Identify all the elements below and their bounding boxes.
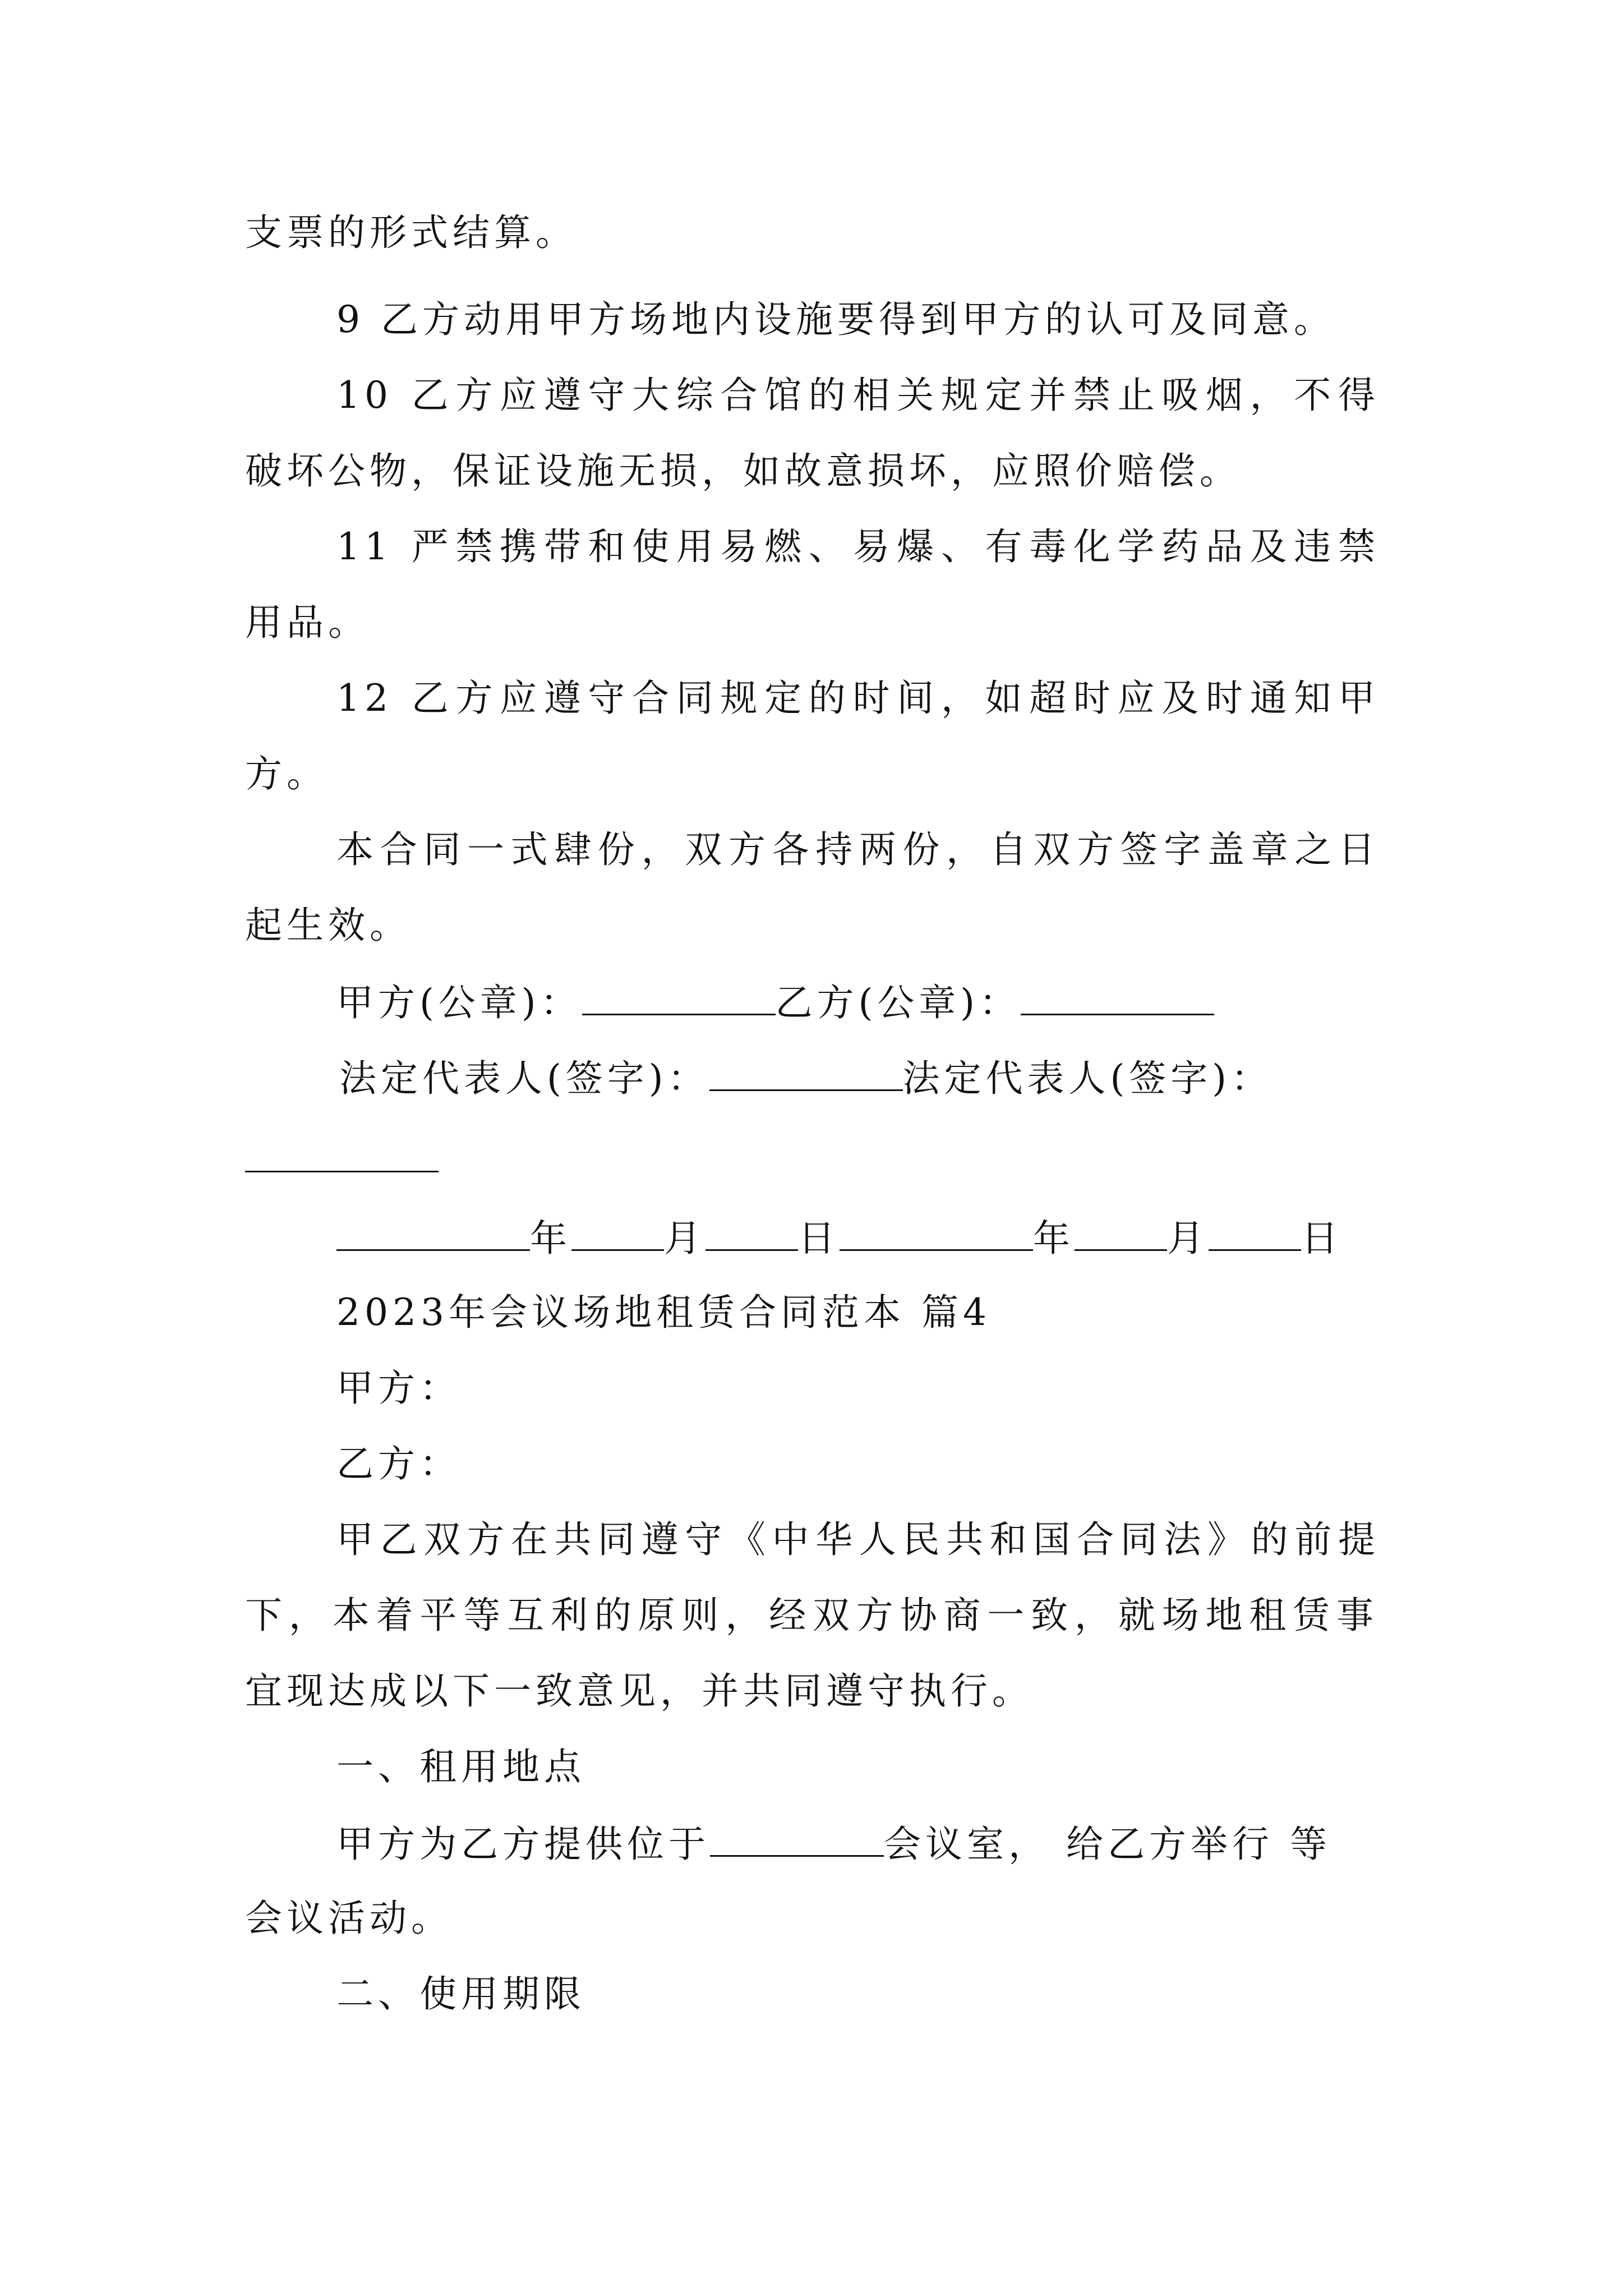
month-blank: [1075, 1214, 1167, 1251]
location-line: [336, 1820, 1331, 1867]
clause-11: 11 严禁携带和使用易燃、易爆、有毒化学药品及违禁: [336, 525, 1380, 568]
preamble-line: 宜现达成以下一致意见，并共同遵守执行。: [245, 1669, 1034, 1713]
month-label: 月: [664, 1217, 706, 1260]
clause-12: 12 乙方应遵守合同规定的时间，如超时应及时通知甲: [336, 677, 1380, 720]
location-text: 甲方为乙方提供位于: [336, 1823, 710, 1866]
party-b-seal-blank: [1021, 979, 1214, 1015]
paragraph-line: 方。: [245, 752, 328, 795]
party-a-line: 甲方：: [336, 1366, 461, 1410]
paragraph-line: 支票的形式结算。: [245, 211, 577, 254]
month-blank: [571, 1214, 664, 1251]
preamble-line: 下，本着平等互利的原则，经双方协商一致，就场地租赁事: [245, 1594, 1378, 1637]
paragraph-line: 起生效。: [245, 904, 411, 947]
preamble-line: 甲乙双方在共同遵守《中华人民共和国合同法》的前提: [336, 1518, 1380, 1561]
party-a-seal-blank: [582, 979, 776, 1015]
day-blank: [1209, 1214, 1301, 1251]
location-blank: [710, 1820, 884, 1857]
year-blank: [840, 1214, 1033, 1251]
date-line: [336, 1214, 1343, 1261]
seal-line: [336, 979, 1214, 1025]
rep-b-label: 法定代表人(签字)：: [902, 1057, 1272, 1100]
party-a-seal-label: 甲方(公章)：: [336, 981, 582, 1024]
representative-line: [339, 1055, 1272, 1101]
year-label: 年: [1033, 1217, 1075, 1260]
year-blank: [336, 1214, 530, 1251]
day-blank: [706, 1214, 798, 1251]
day-label: 日: [1301, 1217, 1343, 1260]
clause-9: 9 乙方动用甲方场地内设施要得到甲方的认可及同意。: [336, 298, 1335, 341]
month-label: 月: [1167, 1217, 1209, 1260]
day-label: 日: [798, 1217, 840, 1260]
section-heading: 2023年会议场地租赁合同范本 篇4: [336, 1291, 991, 1334]
location-text: 会议室， 给乙方举行 等: [884, 1823, 1331, 1866]
validity-clause: 本合同一式肆份，双方各持两份，自双方签字盖章之日: [336, 828, 1380, 871]
section-title-period: 二、使用期限: [336, 1972, 585, 2016]
paragraph-line: 会议活动。: [245, 1897, 453, 1940]
party-b-line: 乙方：: [336, 1442, 461, 1485]
rep-a-blank: [709, 1055, 903, 1091]
paragraph-line: 破坏公物，保证设施无损，如故意损坏，应照价赔偿。: [245, 449, 1241, 493]
year-label: 年: [530, 1217, 571, 1260]
paragraph-line: 用品。: [245, 601, 370, 644]
clause-10: 10 乙方应遵守大综合馆的相关规定并禁止吸烟，不得: [336, 374, 1380, 417]
section-title-location: 一、租用地点: [336, 1745, 585, 1788]
rep-b-blank: [245, 1170, 439, 1172]
rep-a-label: 法定代表人(签字)：: [339, 1057, 709, 1100]
party-b-seal-label: 乙方(公章)：: [775, 981, 1021, 1024]
